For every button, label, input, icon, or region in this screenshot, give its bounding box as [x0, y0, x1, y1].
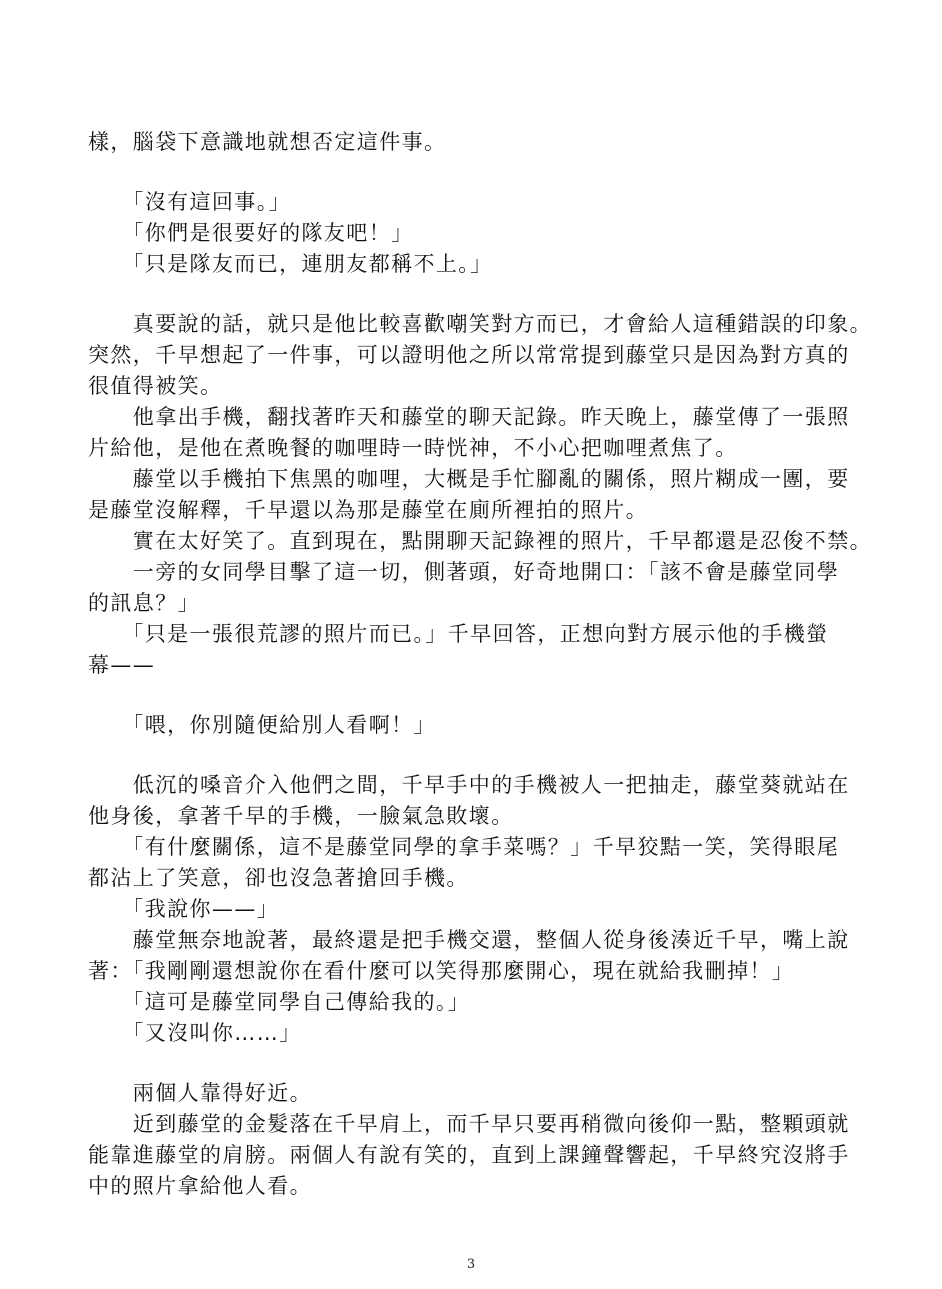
text-line: 著：「我剛剛還想說你在看什麼可以笑得那麼開心，現在就給我刪掉！」	[88, 959, 795, 983]
text-line: 真要說的話，就只是他比較喜歡嘲笑對方而已，才會給人這種錯誤的印象。	[88, 312, 872, 336]
text-line: 他身後，拿著千早的手機，一臉氣急敗壞。	[88, 804, 514, 828]
text-line: 「你們是很要好的隊友吧！」	[88, 221, 414, 245]
text-line: 能靠進藤堂的肩膀。兩個人有說有笑的，直到上課鐘聲響起，千早終究沒將手	[88, 1143, 850, 1167]
body-text	[88, 127, 888, 1202]
text-line: 幕——	[88, 653, 156, 677]
blank-line	[88, 681, 888, 710]
text-line: 「沒有這回事。」	[88, 190, 291, 214]
text-line: 「有什麼關係，這不是藤堂同學的拿手菜嗎？」千早狡黠一笑，笑得眼尾	[88, 835, 840, 859]
text-line: 近到藤堂的金髮落在千早肩上，而千早只要再稍微向後仰一點，整顆頭就	[88, 1112, 850, 1136]
text-line: 「又沒叫你……」	[88, 1021, 302, 1045]
text-line: 兩個人靠得好近。	[88, 1081, 312, 1105]
text-line: 「只是隊友而已，連朋友都稱不上。」	[88, 252, 493, 276]
text-line: 很值得被笑。	[88, 374, 223, 398]
text-line: 實在太好笑了。直到現在，點開聊天記錄裡的照片，千早都還是忍俊不禁。	[88, 529, 872, 553]
blank-line	[88, 280, 888, 309]
text-line: 一旁的女同學目擊了這一切，側著頭，好奇地開口：「該不會是藤堂同學	[88, 560, 840, 584]
text-line: 是藤堂沒解釋，千早還以為那是藤堂在廁所裡拍的照片。	[88, 498, 648, 522]
text-line: 突然，千早想起了一件事，可以證明他之所以常常提到藤堂只是因為對方真的	[88, 343, 850, 367]
blank-line	[88, 1049, 888, 1078]
text-line: 藤堂無奈地說著，最終還是把手機交還，整個人從身後湊近千早，嘴上說	[88, 928, 850, 952]
text-line: 片給他，是他在煮晚餐的咖哩時一時恍神，不小心把咖哩煮焦了。	[88, 436, 738, 460]
text-line: 低沉的嗓音介入他們之間，千早手中的手機被人一把抽走，藤堂葵就站在	[88, 773, 850, 797]
text-line: 「喂，你別隨便給別人看啊！」	[88, 713, 436, 737]
text-line: 樣，腦袋下意識地就想否定這件事。	[88, 130, 447, 154]
text-line: 他拿出手機，翻找著昨天和藤堂的聊天記錄。昨天晚上，藤堂傳了一張照	[88, 405, 850, 429]
text-line: 藤堂以手機拍下焦黑的咖哩，大概是手忙腳亂的關係，照片糊成一團，要	[88, 467, 850, 491]
text-line: 「這可是藤堂同學自己傳給我的。」	[88, 990, 471, 1014]
text-line: 中的照片拿給他人看。	[88, 1174, 312, 1198]
blank-line	[88, 741, 888, 770]
text-line: 都沾上了笑意，卻也沒急著搶回手機。	[88, 866, 469, 890]
blank-line	[88, 158, 888, 187]
page-number: 3	[466, 1257, 476, 1272]
text-line: 「我說你——」	[88, 897, 280, 921]
text-line: 「只是一張很荒謬的照片而已。」千早回答，正想向對方展示他的手機螢	[88, 622, 829, 646]
text-line: 的訊息？」	[88, 591, 200, 615]
